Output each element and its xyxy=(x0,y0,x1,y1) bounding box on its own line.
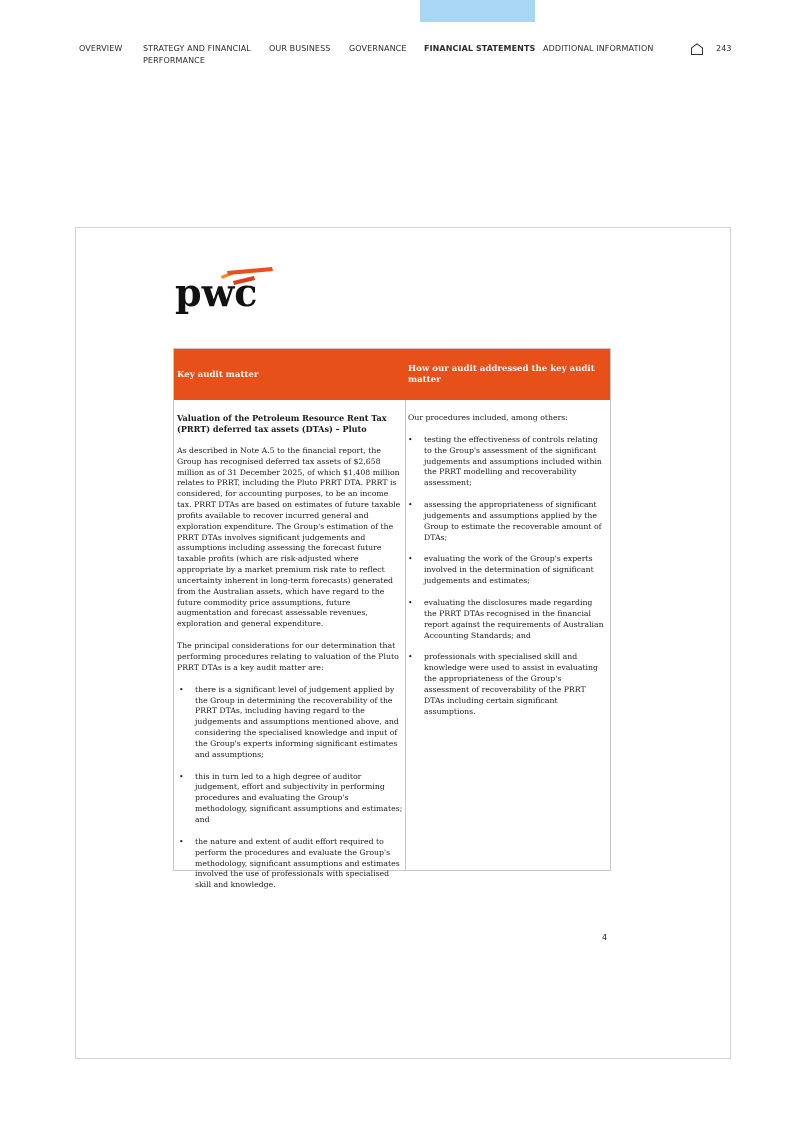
nav-overview[interactable]: OVERVIEW xyxy=(79,44,123,53)
col-header-audit-response: How our audit addressed the key audit matter xyxy=(408,364,595,385)
nav-strategy[interactable]: STRATEGY AND FINANCIAL PERFORMANCE xyxy=(143,44,251,65)
list-item: • this in turn led to a high degree of auditor judgement, effort and subjectivity in performing procedures and evaluating the Group's methodology, significant assumptions and estimates; and xyxy=(179,771,403,824)
list-item: • the nature and extent of audit effort required to perform the procedures and evaluate the Group's methodology, significant assumptions and estimates involved the use of professionals with specialised skill and knowledge. xyxy=(179,836,400,890)
matter-description: As described in Note A.5 to the financial report, the Group has recognised deferred tax assets of $2,658 million as of 31 December 2025, of which $1,408 million relates to PRRT, including the Pluto PRRT DTA. PRRT is considered, for accounting purposes, to be an income tax. PRRT DTAs are based on estimates of future taxable profits available to recover incurred general and exploration expenditure. The Group's estimation of the PRRT DTAs involves significant judgements and assumptions including assessing the forecast future taxable profits (which are risk-adjusted where appropriate by a market premium risk rate to reflect uncertainty inherent in long-term forecasts) generated from the Australian assets, which have regard to the future commodity price assumptions, future augmentation and forecast assessable revenues, exploration and general expenditure. xyxy=(177,445,401,629)
key-audit-matter-table xyxy=(173,348,611,890)
list-item: • assessing the appropriateness of significant judgements and assumptions applied by the Group to estimate the recoverable amount of DTAs; xyxy=(408,500,602,542)
document-page-number: 4 xyxy=(602,933,608,942)
audit-response-column xyxy=(408,413,604,717)
list-item: • evaluating the work of the Group's experts involved in the determination of significant judgements and estimates; xyxy=(408,554,594,586)
list-item: • there is a significant level of judgement applied by the Group in determining the recoverability of the PRRT DTAs, including having regard to the judgements and assumptions mentioned above, and considering the specialised knowledge and input of the Group's experts informing significant estimates and assumptions; xyxy=(179,684,399,759)
svg-text:pwc: pwc xyxy=(175,270,258,315)
list-item: • professionals with specialised skill and knowledge were used to assist in evaluating the appropriateness of the Group's assessment of recoverability of the PRRT DTAs including certain significant assumptions. xyxy=(408,652,598,716)
key-audit-matter-column xyxy=(177,413,403,891)
matter-title: Valuation of the Petroleum Resource Rent Tax (PRRT) deferred tax assets (DTAs) – Pluto xyxy=(177,413,387,434)
list-item: • testing the effectiveness of controls relating to the Group's assessment of the significant judgements and assumptions included within the PRRT modelling and recoverability assessment; xyxy=(408,434,602,488)
nav-governance[interactable]: GOVERNANCE xyxy=(349,44,407,53)
col-header-key-audit-matter: Key audit matter xyxy=(177,370,259,380)
section-color-tab xyxy=(420,0,535,22)
list-item: • evaluating the disclosures made regarding the PRRT DTAs recognised in the financial report against the requirements of Australian Accounting Standards; and xyxy=(408,597,604,640)
pwc-logo xyxy=(175,266,275,318)
nav-financial-statements[interactable]: FINANCIAL STATEMENTS xyxy=(424,44,536,53)
matter-considerations: The principal considerations for our determination that performing procedures relating to valuation of the Pluto PRRT DTAs is a key audit matter are: xyxy=(177,641,399,672)
procedures-intro: Our procedures included, among others: xyxy=(408,413,568,422)
nav-additional-information[interactable]: ADDITIONAL INFORMATION xyxy=(543,44,654,53)
table-header xyxy=(174,349,610,400)
home-icon[interactable] xyxy=(690,43,704,55)
page-number: 243 xyxy=(716,44,732,53)
column-divider xyxy=(405,400,406,871)
top-navigation xyxy=(0,43,793,73)
nav-our-business[interactable]: OUR BUSINESS xyxy=(269,44,331,53)
